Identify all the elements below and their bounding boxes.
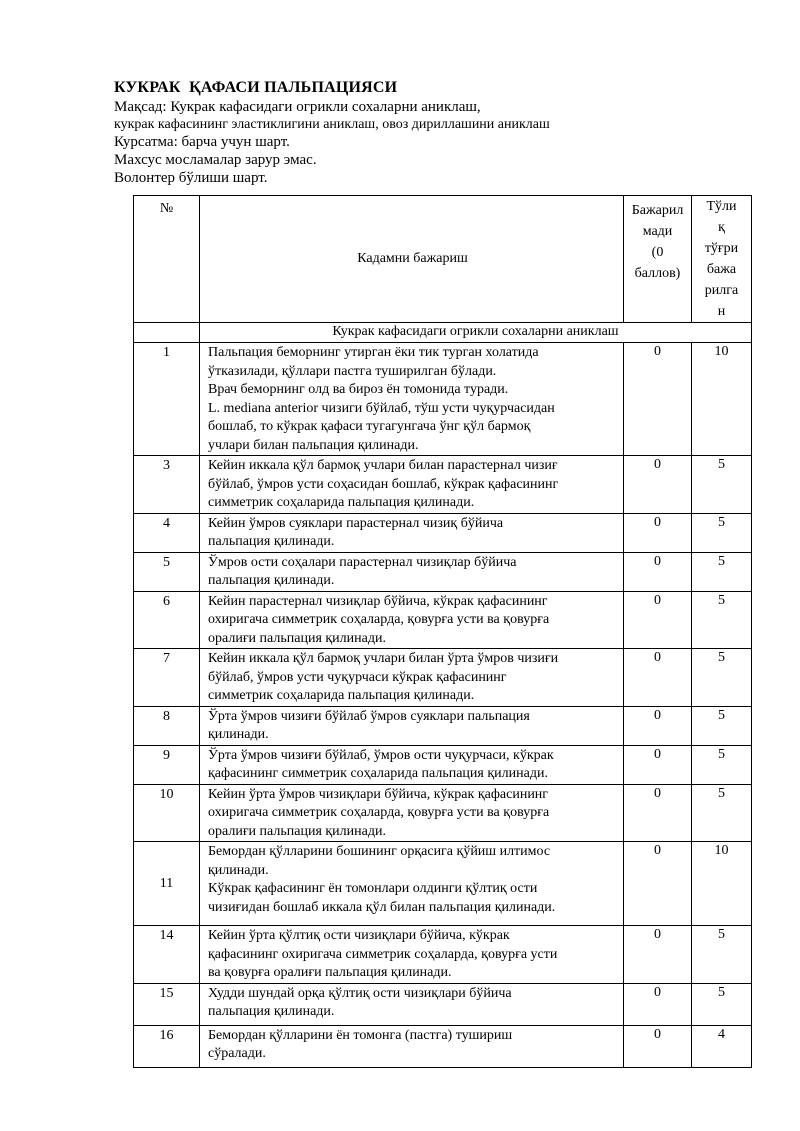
score-not-done: 0 <box>624 745 692 784</box>
score-done: 5 <box>692 591 752 649</box>
audience-line: Курсатма: барча учун шарт. <box>114 134 290 150</box>
step-text-line: қилинади. <box>208 862 269 878</box>
step-text-line: охиригача симметрик соҳаларда, қовурға усти ва қовурға <box>208 805 550 820</box>
score-not-done: 0 <box>624 1025 692 1067</box>
step-text-line: бошлаб, то кўкрак қафаси тугагунгача ўнг қўл бармоқ <box>208 419 531 434</box>
score-done: 5 <box>692 983 752 1025</box>
score-done: 5 <box>692 456 752 514</box>
score-not-done: 0 <box>624 552 692 591</box>
score-not-done: 0 <box>624 706 692 745</box>
step-text-line: Кейин иккала қўл бармоқ учлари билан ўрта ўмров чизиғи <box>208 651 559 666</box>
header-not-done-line: мади <box>642 224 673 239</box>
step-number: 6 <box>134 591 200 649</box>
header-done-line: рилга <box>704 283 739 298</box>
step-number: 8 <box>134 706 200 745</box>
score-not-done: 0 <box>624 649 692 707</box>
step-number: 4 <box>134 513 200 552</box>
table-row <box>134 552 752 591</box>
table-row <box>134 343 752 456</box>
step-text-line: симметрик соҳаларида пальпация қилинади. <box>208 495 475 510</box>
step-text-line: Кейин ўмров суяклари парастернал чизиқ бўйича <box>208 515 504 531</box>
table-row <box>134 591 752 649</box>
step-description <box>200 784 624 842</box>
header-not-done-line: баллов) <box>634 266 681 281</box>
step-description <box>200 745 624 784</box>
score-done: 10 <box>692 343 752 456</box>
step-text-line: охиригача симметрик соҳаларда, қовурға усти ва қовурға <box>208 612 550 627</box>
header-done-line: н <box>717 304 726 319</box>
step-number: 3 <box>134 456 200 514</box>
step-text-line: учлари билан пальпация қилинади. <box>208 437 419 453</box>
score-done: 5 <box>692 706 752 745</box>
step-number: 1 <box>134 343 200 456</box>
step-text-line: чизиғидан бошлаб иккала қўл билан пальпация қилинади. <box>208 899 556 915</box>
header-not-done-line: Бажарил <box>631 203 684 218</box>
step-description <box>200 649 624 707</box>
score-not-done: 0 <box>624 842 692 926</box>
step-number: 7 <box>134 649 200 707</box>
step-description <box>200 983 624 1025</box>
step-text-line: Ўмров ости соҳалари парастернал чизиқлар бўйича <box>208 554 517 570</box>
step-text-line: ўтказилади, қўллари пастга туширилган бўлади. <box>208 363 497 379</box>
score-not-done: 0 <box>624 926 692 984</box>
table-row <box>134 649 752 707</box>
step-text-line: Худди шундай орқа қўлтиқ ости чизиқлари бўйича <box>208 985 512 1001</box>
score-not-done: 0 <box>624 456 692 514</box>
header-step: Кадамни бажариш <box>200 196 624 323</box>
table-row <box>134 456 752 514</box>
step-number: 15 <box>134 983 200 1025</box>
table-row <box>134 926 752 984</box>
score-done: 5 <box>692 926 752 984</box>
table-row <box>134 1025 752 1067</box>
step-text-line: L. mediana anterior чизиги бўйлаб, тўш усти чуқурчасидан <box>208 400 555 416</box>
score-done: 5 <box>692 745 752 784</box>
table-body <box>134 343 752 1068</box>
section-row <box>134 323 752 343</box>
table-row <box>134 784 752 842</box>
score-done: 4 <box>692 1025 752 1067</box>
table-row <box>134 842 752 926</box>
step-text-line: бўйлаб, ўмров усти чуқурчаси кўкрак қафасининг <box>208 669 507 685</box>
step-text-line: Пальпация беморнинг утирган ёки тик турган холатида <box>208 345 539 360</box>
score-done: 5 <box>692 513 752 552</box>
step-description <box>200 706 624 745</box>
step-number: 10 <box>134 784 200 842</box>
step-description <box>200 842 624 926</box>
equipment-line: Махсус мосламалар зарур эмас. <box>114 152 317 168</box>
score-done: 10 <box>692 842 752 926</box>
section-empty-cell <box>134 323 200 343</box>
step-text-line: Кейин иккала қўл бармоқ учлари билан парастернал чизиғ <box>208 458 558 473</box>
score-not-done: 0 <box>624 983 692 1025</box>
page-title: КУКРАК ҚАФАСИ ПАЛЬПАЦИЯСИ <box>114 79 398 96</box>
step-text-line: сўралади. <box>208 1046 266 1061</box>
score-not-done: 0 <box>624 513 692 552</box>
step-text-line: қафасининг симметрик соҳаларида пальпация қилинади. <box>208 766 548 781</box>
header-done-line: қ <box>718 220 725 235</box>
score-not-done: 0 <box>624 343 692 456</box>
step-text-line: бўйлаб, ўмров усти соҳасидан бошлаб, кўкрак қафасининг <box>208 476 559 492</box>
step-text-line: пальпация қилинади. <box>208 1004 335 1019</box>
step-description <box>200 591 624 649</box>
step-text-line: пальпация қилинади. <box>208 573 335 588</box>
step-number: 5 <box>134 552 200 591</box>
step-text-line: Кўкрак қафасининг ён томонлари олдинги қўлтиқ ости <box>208 881 538 896</box>
header-done-line: Тўли <box>706 199 737 214</box>
header-not-done <box>624 196 692 323</box>
score-not-done: 0 <box>624 591 692 649</box>
checklist-table <box>133 195 752 1068</box>
section-title: Кукрак кафасидаги огрикли сохаларни аниклаш <box>200 323 752 343</box>
step-text-line: пальпация қилинади. <box>208 534 335 549</box>
step-description <box>200 343 624 456</box>
goal-line-2: кукрак кафасининг эластиклигини аниклаш, овоз дириллашини аниклаш <box>114 117 550 132</box>
step-text-line: Бемордан қўлларини бошининг орқасига қўйиш илтимос <box>208 844 551 859</box>
step-text-line: ва қовурға оралиғи пальпация қилинади. <box>208 965 452 980</box>
step-description <box>200 513 624 552</box>
table-row <box>134 706 752 745</box>
step-text-line: оралиғи пальпация қилинади. <box>208 823 386 839</box>
step-text-line: Кейин ўрта қўлтиқ ости чизиқлари бўйича, кўкрак <box>208 928 510 943</box>
step-text-line: симметрик соҳаларида пальпация қилинади. <box>208 688 475 703</box>
step-number: 16 <box>134 1025 200 1067</box>
table-row <box>134 745 752 784</box>
header-not-done-line: (0 <box>651 245 664 260</box>
goal-line-1: Мақсад: Кукрак кафасидаги огрикли сохаларни аниклаш, <box>114 99 481 115</box>
document-header <box>114 78 774 187</box>
header-done-line: тўғри <box>704 241 739 256</box>
header-done <box>692 196 752 323</box>
table-header-row <box>134 196 752 323</box>
step-number: 11 <box>134 842 200 926</box>
header-number: № <box>134 196 200 323</box>
step-text-line: Кейин ўрта ўмров чизиқлари бўйича, кўкрак қафасининг <box>208 786 549 802</box>
header-done-line: бaжа <box>706 262 737 277</box>
table-row <box>134 983 752 1025</box>
step-text-line: Бемордан қўлларини ён томонга (пастга) тушириш <box>208 1027 513 1043</box>
score-done: 5 <box>692 552 752 591</box>
volunteer-line: Волонтер бўлиши шарт. <box>114 170 268 186</box>
step-text-line: Ўрта ўмров чизиғи бўйлаб ўмров суяклари пальпация <box>208 708 530 724</box>
step-text-line: қафасининг охиригача симметрик соҳаларда, қовурға усти <box>208 946 558 962</box>
score-done: 5 <box>692 784 752 842</box>
step-text-line: Кейин парастернал чизиқлар бўйича, кўкрак қафасининг <box>208 593 548 609</box>
step-description <box>200 456 624 514</box>
step-text-line: Ўрта ўмров чизиғи бўйлаб, ўмров ости чуқурчаси, кўкрак <box>208 747 554 763</box>
step-description <box>200 552 624 591</box>
score-done: 5 <box>692 649 752 707</box>
step-text-line: қилинади. <box>208 727 269 742</box>
step-description <box>200 1025 624 1067</box>
table-row <box>134 513 752 552</box>
step-number: 9 <box>134 745 200 784</box>
step-number: 14 <box>134 926 200 984</box>
step-text-line: Врач беморнинг олд ва бироз ён томонида туради. <box>208 382 509 397</box>
score-not-done: 0 <box>624 784 692 842</box>
step-description <box>200 926 624 984</box>
step-text-line: оралиғи пальпация қилинади. <box>208 630 386 646</box>
